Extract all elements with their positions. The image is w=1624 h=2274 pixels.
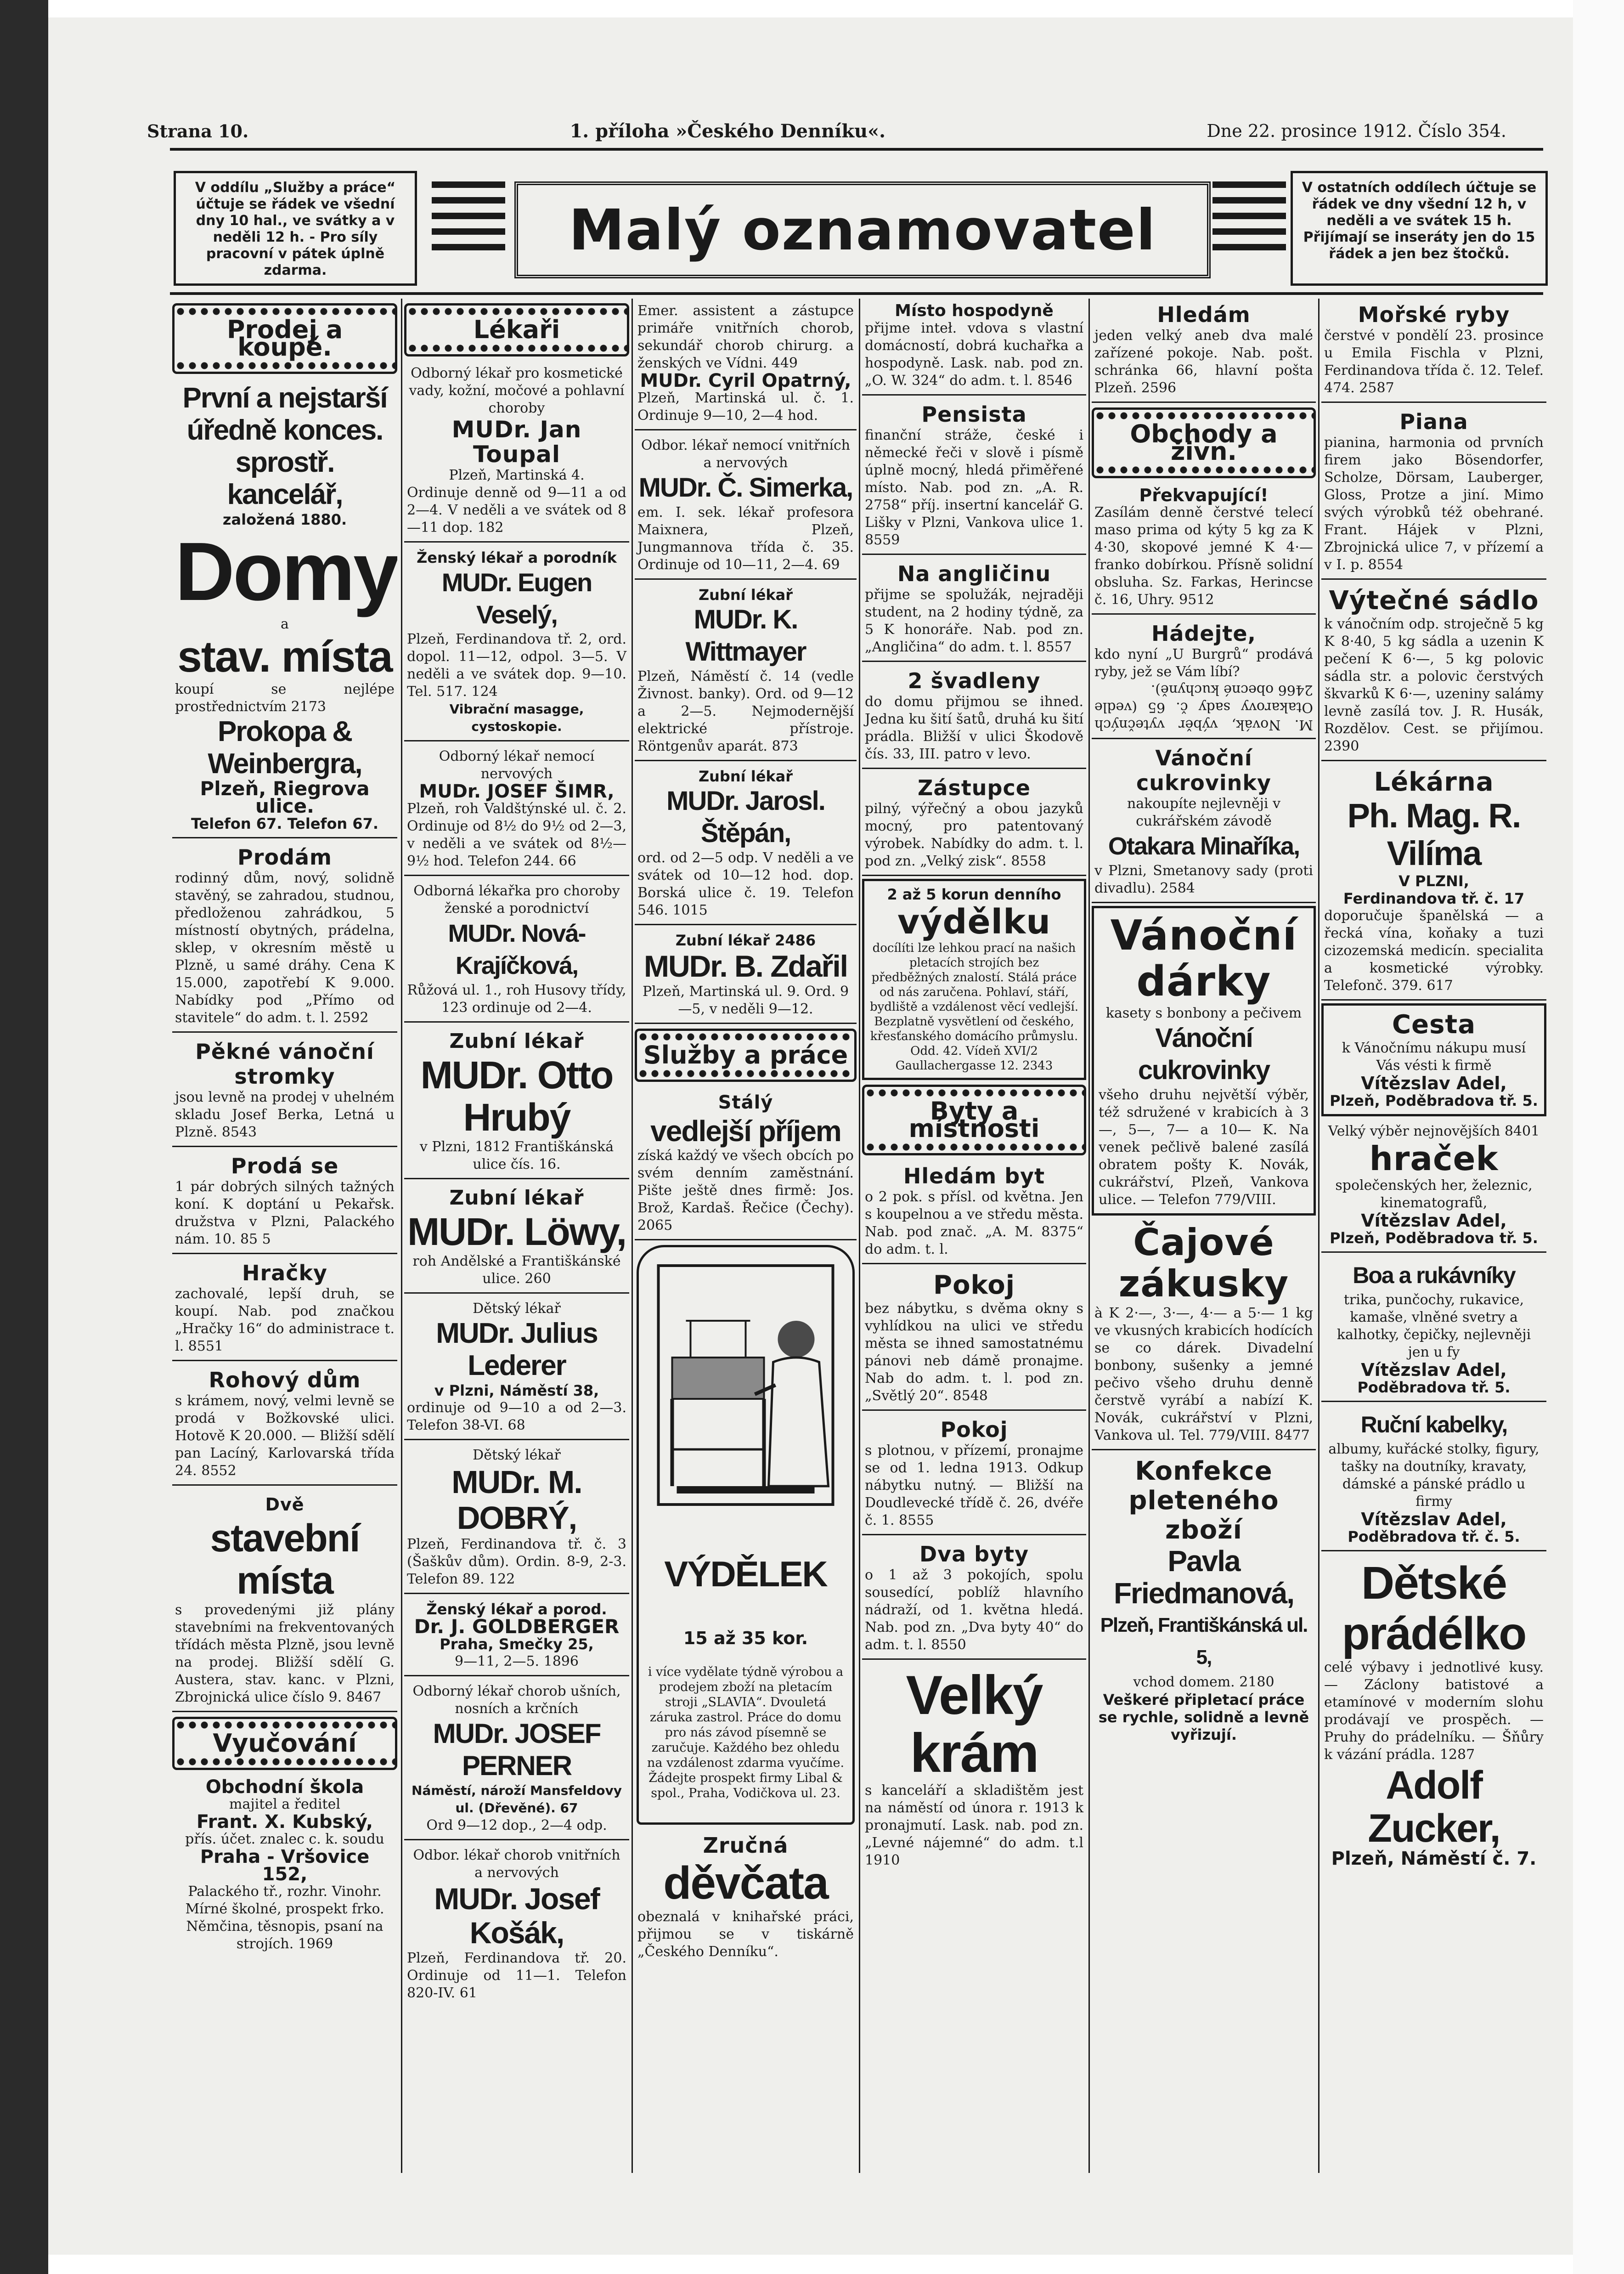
ad-name: Otakara Minaříka, [1108,832,1300,860]
ad-big-word: Dětské prádélko [1342,1557,1526,1659]
ad-heading: Pokoj [933,1270,1015,1300]
ad-pediatrician-lederer [404,1296,629,1440]
ad-name: MUDr. Jarosl. Štěpán, [666,786,825,848]
ad-text: rodinný dům, nový, solidně stavěný, se zahradou, studnou, předloženou zahrádkou, 5 místností obytných, prádelna, sklep, v okresním městě u Plzně, u samé dráhy. Cena K 15.000, zapotřebí K 9.000. Nabídky pod „Přímo od stavitele“ do adm. t. l. 2592 [175,870,395,1026]
ad-hours: Ordinuje denně od 9—11 a od 2—4. V neděli a ve svátek od 8—11 dop. 182 [407,485,626,536]
ad-doctor-simr [404,744,629,876]
ad-heading: Pěkné vánoční stromky [195,1039,374,1089]
ad-text: ordinuje od 9—10 a od 2—3. Telefon 38-VI. 68 [407,1400,626,1433]
ad-address: Plzeň, Náměstí č. 7. [1331,1848,1537,1869]
ad-address: Ferdinandova tř. č. 17 [1343,890,1525,907]
ad-lard [1321,583,1546,761]
ad-zucker-linen [1321,1554,1546,1872]
ad-big-word: stavební místa [210,1516,360,1602]
section-sale-purchase: Prodej a koupě. [172,303,397,374]
ad-heading: Dětský lékař [473,1301,561,1317]
column-4 [862,299,1086,2173]
ad-text: 9—11, 2—5. 1896 [455,1653,579,1669]
ad-doctor-opatrny [635,299,857,430]
ad-text: Plzeň, Martinská ul. 9. Ord. 9—5, v neděli 9—12. [642,984,849,1017]
ad-big-word: Čajové zákusky [1118,1221,1289,1305]
ad-doctor-toupal [404,361,629,543]
column-3 [635,299,857,2173]
ad-text: vchod domem. 2180 [1133,1674,1274,1690]
ad-dentist-wittmayer [635,583,857,761]
ad-heading: Obchodní škola [205,1776,364,1798]
ad-tea-biscuits [1092,1218,1316,1450]
ad-girls-bookbinding [635,1829,857,1965]
section-apartments: Byty a místnosti [862,1085,1086,1155]
scan-left-margin [0,0,48,2274]
ad-heading: Dva byty [919,1542,1029,1567]
ad-room-unfurnished [862,1267,1086,1411]
ad-name: MUDr. B. Zdařil [643,949,848,983]
ad-name: MUDr. Eugen Veselý, [441,568,592,629]
ad-heading: Ženský lékař a porodník [417,549,617,566]
supplement-title: 1. příloha »Českého Denníku«. [570,120,886,142]
ad-side-income [635,1086,857,1240]
banner-rule [170,292,1543,295]
ad-big-word: vedlejší příjem [650,1114,841,1148]
ad-english-lessons [862,558,1086,662]
ad-text: v Plzni, 1812 Františkánská ulice čís. 16. [419,1139,614,1172]
ad-heading: Piana [1399,409,1468,434]
ad-address: Praha, Smečky 25, [440,1635,594,1653]
ad-firm: Prokopa & Weinbergra, [208,716,362,780]
ad-heading: Mořské ryby [1358,302,1510,327]
ad-address: Plzeň, Martinská 4. [449,467,585,483]
ad-name: Pavla Friedmanová, [1113,1544,1294,1610]
ad-adel-toys [1321,1119,1546,1253]
ad-heading: Odborný lékař nemocí nervových [439,748,595,782]
ad-text: em. I. sek. lékař profesora Maixnera, Plzeň, Jungmannova třída č. 35. Ordinuje od 10—11, 2—4. 69 [637,504,854,573]
ad-doctor-simerka [635,433,857,580]
ad-address: Poděbradova tř. 5. [1357,1379,1511,1396]
ad-doctor-vesely [404,545,629,741]
ad-heading: Konfekce pleteného zboží [1128,1456,1279,1545]
scan-right-margin [1573,0,1624,2274]
ad-text: do domu přijmou se ihned. Jedna ku šití šatů, druhá ku šití prádla. Bližší v ulici Škodově čís. 33, III. patro v levo. [865,694,1083,762]
ad-large-shop [862,1663,1086,1874]
ad-room-groundfloor [862,1414,1086,1535]
banner-left-notice: V oddílu „Služby a práce“ účtuje se řádek ve všední dny 10 hal., ve svátky a v neděli 12 h. - Pro síly pracovní v pátek úplně zdarma. [174,171,417,286]
ad-text: jeden velký aneb dva malé zařízené pokoje. Nab. pošt. schránka 66, hlavní pošta Plzeň. 2596 [1094,328,1313,396]
ad-name: MUDr. JOSEF ŠIMR, [419,781,615,802]
ad-name: Ph. Mag. R. Vilíma [1347,797,1521,872]
ad-sea-fish [1321,299,1546,403]
ad-doctor-perner [404,1679,629,1840]
column-separator [1318,299,1320,2173]
section-doctors: Lékaři [404,303,629,356]
ad-text: Ord 9—12 dop., 2—4 odp. [426,1817,607,1833]
ad-pharmacy-vilim [1321,764,1546,1001]
knitting-woman-illustration [643,1256,848,1514]
ad-christmas-gifts-novak [1092,906,1316,1216]
ad-heading: Pokoj [940,1417,1008,1442]
header-rule [170,148,1543,151]
column-5 [1092,299,1316,2173]
ad-heading: Odborná lékařka pro choroby ženské a porodnictví [413,883,620,916]
column-separator [401,299,402,2173]
ad-doctor-nova [404,879,629,1023]
ad-heading: Hledám byt [903,1164,1045,1188]
banner-left-lines [432,181,505,271]
ad-house-for-sale [172,841,397,1033]
banner-right-lines [1212,181,1286,271]
ad-heading: Hračky [242,1261,328,1285]
ad-real-estate-agency [172,379,397,838]
ad-note: Vibrační masagge, cystoskopie. [449,701,584,734]
ad-text: koupí se nejlépe prostřednictvím 2173 [175,681,395,715]
ad-name: MUDr. Nová-Krajíčková, [448,920,586,979]
ad-name: MUDr. JOSEF PERNER [433,1718,601,1781]
ad-name: Frant. X. Kubský, [196,1811,373,1833]
ad-text: o 1 až 3 pokojích, spolu sousedící, poblíž hlavního nádraží, od 1. května hledá. Nab. pod zn. „Dva byty 40“ do adm. t. l. 8550 [865,1567,1083,1653]
ad-text: celé výbavy i jednotlivé kusy. — Záclony batistové a etamínové v moderním slohu prodávají ve prospěch. — Pruhy do prádelníku. — Šňůry k vázání prádla. 1287 [1324,1659,1544,1763]
ad-heading: Ruční kabelky, [1360,1412,1507,1437]
column-separator [859,299,860,2173]
ad-text: obeznalá v knihařské práci, přijmou se v tiskárně „Českého Denníku“. [637,1909,854,1960]
ad-doctor-kosak [404,1843,629,2007]
column-separator [632,299,633,2173]
ad-text: Plzeň, Ferdinandova tř. 2, ord. dopol. 11—12, odpol. 3—5. V neděli a ve svátek dop. 9—10. Tel. 517. 124 [407,631,626,700]
ad-big-word: Velký krám [906,1664,1043,1784]
ad-text: Velký výběr nejnovějších 8401 [1328,1123,1540,1139]
page-number: Strana 10. [147,120,249,141]
ad-heading: Stálý [718,1092,773,1113]
ad-text: jsou levně na prodej v uhelném skladu Josef Berka, Letná u Plzně. 8543 [175,1089,395,1140]
ad-address: Plzeň, Riegrova ulice. [200,777,370,817]
ad-pensioner [862,398,1086,555]
ad-heading: 2 až 5 korun denního [887,886,1061,903]
ad-text: roh Andělské a Františkánské ulice. 260 [412,1253,621,1287]
ad-name: Vítězslav Adel, [1361,1360,1507,1380]
ad-building-plots [172,1488,397,1712]
column-1 [172,299,397,2173]
ad-name: MUDr. M. DOBRÝ, [451,1464,582,1536]
ad-text: k vánočním odp. stroječně 5 kg K 8·40, 5 kg sádla a uzenin K pečení K 6·—, 5 kg polovic sádla str. a polovic čerstvých škvarků K 6·—, uzeniny salámy levně zasílá tov. J. R. Husák, Rozdělov. Cest. se přijímou. 2390 [1324,616,1544,754]
ad-text: majitel a ředitel [229,1796,340,1812]
ad-heading: Překvapující! [1139,485,1269,505]
ad-name: MUDr. Julius Lederer [436,1318,598,1381]
ad-text: docílíti lze lehkou prací na našich pletacích strojích bez předběžných znalostí. Stálá práce od nás zaručena. Pohlaví, stáří, bydliště a vzdálenost věcí vedlejší. Bezplatně vysvětlení od českého, křesťanského domácího průmyslu. Odd. 42. Vídeň XVI/2 Gaullachergasse 12. 2343 [869,941,1079,1073]
ad-text: 1 pár dobrých silných tažných koní. K doptání u Pekařsk. družstva v Plzni, Palackého nám. 10. 85 5 [175,1179,395,1247]
ad-corner-house [172,1364,397,1486]
ad-veal-meat [1092,483,1316,615]
ad-adel-boas [1321,1256,1546,1402]
ad-text: o 2 pok. s přísl. od května. Jen s koupelnou a ve středu města. Nab. pod znač. „A. M. 8375“ do adm. t. l. [865,1189,1083,1257]
ad-heading: První a nejstarší úředně konces. sprostř. kancelář, [182,382,387,510]
ad-rooms-wanted [1092,299,1316,403]
ad-heading: Zubní lékař 2486 [675,932,816,949]
ad-name: Dr. J. GOLDBERGER [414,1615,620,1638]
ad-text: à K 2·—, 3·—, 4·— a 5·— 1 kg ve vkusných krabicích hodících se co dárek. Divadelní bonbony, sušenky a jemné pečivo všeho druhu denně čerstvě vyrábí a nabízí K. Novák, cukrářství v Plzni, Vankova ul. Tel. 779/VIII. 8477 [1094,1305,1313,1443]
ad-name: MUDr. K. Wittmayer [685,605,806,667]
ad-address: Plzeň, Františkánská ul. 5, [1100,1614,1308,1669]
ad-text: s kanceláří a skladištěm jest na náměstí od února r. 1913 k pronajmutí. Lask. nab. pod zn. „Levné nájemné“ do adm. t.l 1910 [865,1782,1083,1868]
ad-text: přís. účet. znalec c. k. soudu [185,1831,384,1847]
ad-text: albumy, kuřácké stolky, figury, tašky na doutníky, kravaty, dámské a pánské prádlo u firmy [1328,1441,1539,1510]
ad-big-word: výdělku [897,902,1051,942]
ad-conjunction: a [281,616,289,632]
ad-address: v Plzni, Náměstí 38, [434,1382,599,1399]
ad-guess-fish [1092,617,1316,739]
ad-knitwear-friedmann [1092,1453,1316,1748]
ad-heading: Vánoční cukrovinky [1136,746,1271,795]
column-2 [404,299,629,2173]
ad-heading: 2 švadleny [908,668,1041,693]
ad-text: nakoupíte nejlevněji v cukrářském závodě [1127,796,1281,829]
ad-knitting-machine [637,1245,855,1825]
ad-name: MUDr. Jan Toupal [451,416,582,468]
ad-text: pianina, harmonia od prvních firem jako Bösendorfer, Scholze, Dörsam, Lauberger, Gloss, Protze a jiní. Mimo svých výrobků též obehrané. Frant. Hájek v Plzni, Zbrojnická ulice 7, v přízemí a v I. p. 8554 [1324,435,1544,573]
ad-name: Adolf Zucker, [1368,1763,1500,1850]
ad-heading: Zubní lékař [449,1186,584,1210]
ad-apartment-wanted [862,1160,1086,1264]
ad-heading: Zástupce [918,775,1031,800]
ad-text: s provedenými již plány stavebními na frekventovaných třídách města Plzně, jsou levně na prodej. Bližší sdělí G. Austera, stav. kanc. v Plzni, Zbrojnická ulice číslo 9. 8467 [175,1602,395,1705]
ad-text: kdo nyní „U Burgrů“ prodává ryby, jež se Vám líbí? [1094,646,1313,680]
ad-text: i více vydělate týdně výrobou a prodejem zboží na pletacím stroji „SLAVIA“. Dvouletá záruka zastrol. Práce do domu pro nás závod písemně se zaručuje. Každého bez ohledu na vzdálenost zdarma vyučíme. Žádejte prospekt firmy Libal & spol., Praha, Vodičkova ul. 23. [647,1665,845,1800]
ad-heading: Cesta [1392,1010,1476,1040]
ad-big-word: Vánoční dárky [1110,911,1297,1006]
ad-text: Růžová ul. 1., roh Husovy třídy, 123 ordinuje od 2—4. [407,982,626,1016]
ad-heading: Lékárna [1374,767,1494,797]
ad-text: všeho druhu největší výběr, též sdružené v krabicích à 3—, 5—, 7— a 10— K. Na venek pečlivě balené zasílá obratem pošty K. Novák, cukrářství, Plzeň, Vankova ulice. — Telefon 779/VIII. [1099,1087,1309,1208]
ad-heading: Prodá se [231,1154,339,1178]
ad-name: MUDr. Otto Hrubý [420,1053,613,1139]
ad-pianos [1321,406,1546,580]
ad-address: Plzeň, Poděbradova tř. 5. [1330,1229,1538,1247]
ad-address: Poděbradova tř. č. 5. [1348,1528,1520,1545]
ad-name: Vítězslav Adel, [1361,1073,1507,1093]
ad-upside-down-text: M. Novák, výběr vytečných Otakarovy sady č. 65 (vedle 2466 obecné kuchyně). [1094,682,1313,733]
ad-heading: Odborný lékař chorob ušních, nosních a krčních [412,1683,621,1717]
ad-adel-shopping [1321,1003,1546,1116]
ad-text: Plzeň, Ferdinandova tř. č. 3 (Šaškův dům). Ordin. 8-9, 2-3. Telefon 89. 122 [407,1536,626,1587]
ad-text: získá každý ve všech obcích po svém denním zaměstnání. Pište ještě dnes firmě: Jos. Brož, Kardaš. Řečice (Čechy). 2065 [637,1148,854,1233]
ad-heading: Prodám [237,845,332,870]
ad-dentist-lowy [404,1182,629,1294]
ad-heading: VÝDĚLEK [664,1554,827,1594]
ad-text: Plzeň, Ferdinandova tř. 20. Ordinuje od 11—1. Telefon 820-IV. 61 [407,1950,626,2001]
ad-text: pilný, výřečný a obou jazyků mocný, pro patentovaný výrobek. Nabídky do adm. t. l. pod zn. „Velký zisk“. 8558 [865,801,1083,869]
ad-big-word: stav. místa [177,632,392,681]
ad-heading: Ženský lékař a porod. [426,1601,607,1618]
ad-heading: Hádejte, [1151,621,1257,646]
ad-text: k Vánočnímu nákupu musí Vás vésti k firmě [1342,1040,1526,1074]
ad-text: Plzeň, roh Valdštýnské ul. č. 2. Ordinuje od 8½ do 9½ od 2—3, v neděli a ve svátek od 8½—9½ hod. Telefon 244. 66 [407,801,626,869]
ad-text: společenských her, železnic, kinematografů, [1335,1177,1533,1211]
ad-text: zachovalé, lepší druh, se koupí. Nab. pod značkou „Hračky 16“ do administrace t. l. 8551 [175,1286,395,1354]
ad-heading: Boa a rukávníky [1353,1262,1515,1288]
ad-heading: Zubní lékař [698,768,793,785]
ad-big-word: Vánoční cukrovinky [1138,1023,1270,1085]
ad-telephone: Telefon 67. Telefon 67. [191,815,379,832]
ad-text: přijme se spolužák, nejraději student, na 2 hodiny týdně, za 5 K honoráře. Nab. pod zn. „Angličina“ do adm. t. l. 8557 [865,587,1083,655]
ad-heading: Místo hospodyně [895,301,1054,320]
ad-heading: Rohový dům [209,1368,361,1392]
ad-heading: Zubní lékař [698,586,793,604]
ad-christmas-sweets-minarik [1092,742,1316,903]
ad-christmas-trees [172,1035,397,1147]
ad-text: doporučuje španělská — a řecká vína, koňaky a tuzi cizozemská medicín. specialita a kosmetické výrobky. Telefonč. 379. 617 [1324,908,1544,994]
ad-name: MUDr. Cyril Opatrný, [640,370,851,391]
ad-text: Odborný lékař pro kosmetické vady, kožní, močové a pohlavní choroby [409,365,625,416]
ad-address: Praha - Vršovice 152, [200,1846,370,1885]
ad-heading: Pensista [921,402,1027,427]
ad-text: bez nábytku, s dvěma okny s vyhlídkou na ulici ve středu města se ihned samostatnému pánovi neb dámě pronajme. Nab do adm. t. l. pod zn. „Světlý 20“. 8548 [865,1301,1083,1404]
ad-heading: Dvě [265,1494,304,1515]
ad-text: Plzeň, Náměstí č. 14 (vedle Živnost. banky). Ord. od 9—12 a 2—5. Nejmodernější elektrické přístroje. Röntgenův aparát. 873 [637,668,854,754]
ad-pediatrician-dobry [404,1443,629,1594]
ad-text: s krámem, nový, velmi levně se prodá v Božkovské ulici. Hotově K 20.000. — Bližší sdělí pan Lacíný, Karlovarská třída 24. 8552 [175,1393,395,1479]
ad-heading: Odbor. lékař chorob vnitřních a nervových [413,1847,620,1881]
ad-address: Náměstí, nároží Mansfeldovy ul. (Dřevěné). 67 [412,1783,622,1816]
ad-dentist-hruby [404,1025,629,1179]
ad-address: Plzeň, Poděbradova tř. 5. [1330,1092,1538,1109]
ad-heading: Zubní lékař [449,1030,584,1053]
issue-date: Dne 22. prosince 1912. Číslo 354. [1207,121,1506,141]
ad-name: Vítězslav Adel, [1361,1509,1507,1529]
ad-text: čerstvé v pondělí 23. prosince u Emila Fischla v Plzni, Ferdinandova třída č. 12. Telef. 474. 2587 [1324,328,1544,396]
column-separator [1088,299,1090,2173]
ad-text: Palackého tř., rozhr. Vinohr. Mírné školné, prospekt frko. Němčina, těsnopis, psaní na strojích. 1969 [185,1884,384,1952]
ad-seamstresses [862,665,1086,769]
ad-heading: Hledám [1157,302,1251,327]
ad-name: MUDr. Josef Košák, [434,1882,599,1950]
ad-doctor-goldberger [404,1597,629,1676]
page-header [147,117,1506,145]
ad-big-word: hraček [1369,1139,1499,1178]
ad-text: kasety s bonbony a pečivem [1105,1005,1302,1021]
ad-heading: Odbor. lékař nemocí vnitřních a nervových [641,437,851,471]
ad-big-word: děvčata [663,1857,828,1909]
ad-name: MUDr. Löwy, [407,1210,626,1253]
ad-heading: Dětský lékař [473,1447,561,1463]
ad-heading: Na angličinu [897,561,1051,586]
ad-text: s plotnou, v přízemí, pronajme se od 1. ledna 1913. Odkup nábytku nutný. — Bližší na Doudlevecké třídě č. 26, dvéře č. 1. 8555 [865,1442,1083,1528]
ad-big-word: Domy [175,526,397,618]
ad-text: trika, punčochy, rukavice, kamaše, vlněné svetry a kalhotky, čepičky, nejlevněji jen u fy [1336,1292,1531,1360]
ad-dentist-zdaril [635,928,857,1024]
ad-name: Vítězslav Adel, [1361,1211,1507,1231]
column-6 [1321,299,1546,2173]
ad-horses [172,1150,397,1254]
ad-amount: 15 až 35 kor. [683,1628,808,1648]
ad-footer: Veškeré připletací práce se rychle, solidně a levně vyřizují. [1098,1691,1309,1743]
ad-text: Emer. assistent a zástupce primáře vnitřních chorob, sekundář chorob chirurg. a ženských ve Vídni. 449 [637,303,854,371]
ad-toys [172,1257,397,1361]
ad-text: ord. od 2—5 odp. V neděli a ve svátek od 10—12 hod. dop. Borská ulice č. 19. Telefon 546. 1015 [637,850,854,918]
ad-city: V PLZNI, [1398,872,1469,890]
section-education: Vyučování [172,1717,397,1770]
banner-right-notice: V ostatních oddílech účtuje se řádek ve dny všední 12 h, v neděli a ve svátek 15 h. Přijímají se inseráty jen do 15 řádek a jen bez štočků. [1291,171,1548,286]
ad-text: Zasílám denně čerstvé telecí maso prima od kýty 5 kg za K 4·30, skopové jemné K 4·— franko dobírkou. Přísně solidní obsluha. Sz. Farkas, Herincse č. 16, Uhry. 9512 [1094,504,1313,608]
ad-representative [862,772,1086,876]
ad-daily-earnings [862,879,1086,1080]
ad-adel-handbags [1321,1405,1546,1551]
ad-two-flats [862,1538,1086,1660]
section-title: Malý oznamovatel [514,181,1211,278]
ad-housekeeper-wanted [862,299,1086,396]
ad-business-school [172,1775,397,1957]
section-services-work: Služby a práce [635,1029,857,1082]
ad-text: finanční stráže, české i německé řeči v slově i písmě úplně mocný, hledá přiměřené místo. Nab. pod zn. „A. R. 2758“ příj. insertní kancelář G. Lišky v Plzni, Vankova ulice 1. 8559 [865,427,1083,548]
ad-text: přijme inteł. vdova s vlastní domácností, dobrá kuchařka a hospodyně. Lask. nab. pod zn. „O. W. 324“ do adm. t. l. 8546 [865,320,1083,389]
ad-dentist-stepan [635,764,857,925]
ad-text: v Plzni, Smetanovy sady (proti divadlu). 2584 [1094,863,1313,896]
ad-heading: Zručná [703,1833,789,1858]
ad-heading: Výtečné sádlo [1329,586,1539,616]
ad-address: Plzeň, Martinská ul. č. 1. Ordinuje 9—10, 2—4 hod. [637,390,854,424]
ad-name: MUDr. Č. Simerka, [638,473,853,503]
section-shops-trades: Obchody a živn. [1092,407,1316,478]
ad-founded: založená 1880. [222,511,347,528]
